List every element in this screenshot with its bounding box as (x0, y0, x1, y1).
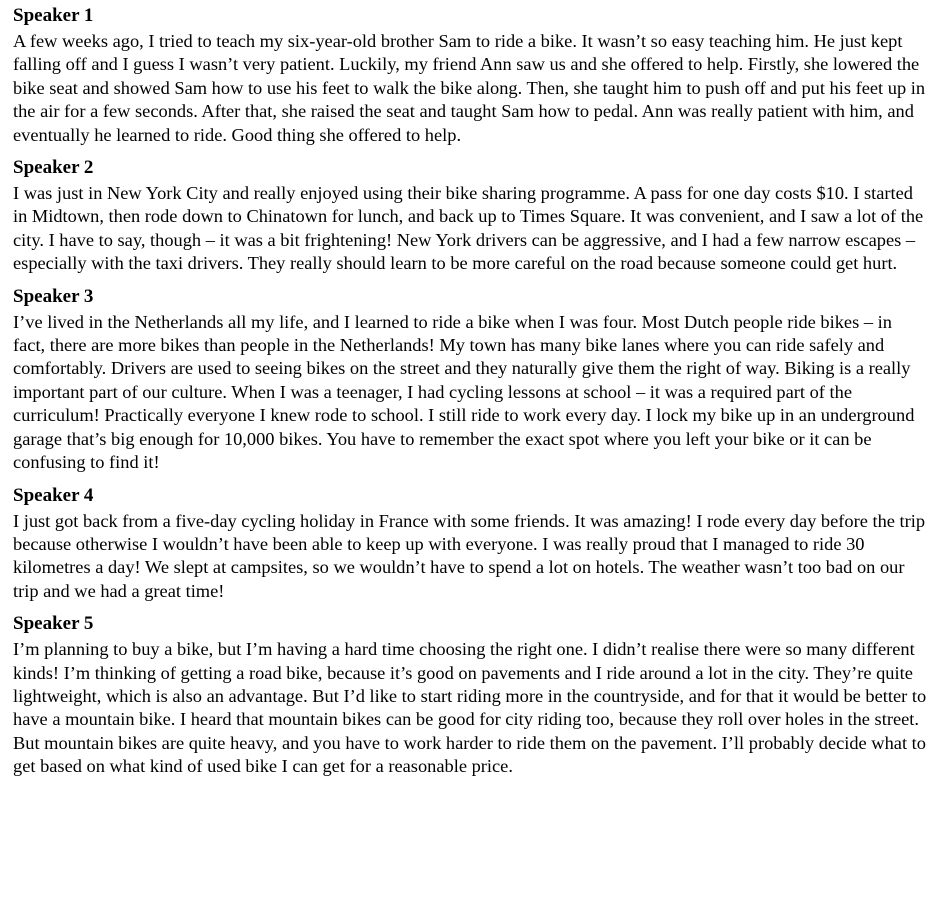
speaker-1-heading: Speaker 1 (13, 5, 94, 26)
speaker-4-heading: Speaker 4 (13, 484, 94, 506)
speaker-2-text: I was just in New York City and really enjoyed using their bike sharing programme. A pass for one day costs $10. I started in Midtown, then rode down to Chinatown for lunch, and back up to Times Square. It was convenient, and I saw a lot of the city. I have to say, though – it was a bit frightening! New York drivers can be aggressive, and I had a few narrow escapes – especially with the taxi drivers. They really should learn to be more careful on the road because someone could get hurt. (13, 183, 924, 274)
speaker-5-section (13, 612, 928, 778)
speaker-4-text: I just got back from a five-day cycling holiday in France with some friends. It was amazing! I rode every day before the trip because otherwise I wouldn’t have been able to keep up with everyone. I was really proud that I managed to ride 30 kilometres a day! We slept at campsites, so we wouldn’t have to spend a lot on hotels. The weather wasn’t too bad on our trip and we had a great time! (13, 510, 926, 601)
speaker-1-section (13, 4, 928, 147)
speaker-2-section (13, 156, 928, 276)
speaker-2-heading: Speaker 2 (13, 157, 94, 179)
speaker-5-text: I’m planning to buy a bike, but I’m having a hard time choosing the right one. I didn’t realise there were so many different kinds! I’m thinking of getting a road bike, because it’s good on pavements and I ride around a lot in the city. They’re quite lightweight, which is also an advantage. But I’d like to start riding more in the countryside, and for that it would be better to have a mountain bike. I heard that mountain bikes can be good for city riding too, because they roll over holes in the street. But mountain bikes are quite heavy, and you have to work harder to ride them on the pavement. I’ll probably decide what to get based on what kind of used bike I can get for a reasonable price. (13, 639, 927, 777)
speaker-1-text: A few weeks ago, I tried to teach my six-year-old brother Sam to ride a bike. It wasn’t so easy teaching him. He just kept falling off and I guess I wasn’t very patient. Luckily, my friend Ann saw us and she offered to help. Firstly, she lowered the bike seat and showed Sam how to use his feet to walk the bike along. Then, she taught him to push off and put his feet up in the air for a few seconds. After that, she raised the seat and taught Sam how to pedal. Ann was really patient with him, and eventually he learned to ride. Good thing she offered to help. (13, 31, 926, 145)
speaker-5-heading: Speaker 5 (13, 613, 94, 635)
speaker-3-text: I’ve lived in the Netherlands all my life, and I learned to ride a bike when I was four. Most Dutch people ride bikes – in fact, there are more bikes than people in the Netherlands! My town has many bike lanes where you can ride safely and comfortably. Drivers are used to seeing bikes on the street and they naturally give them the right of way. Biking is a really important part of our culture. When I was a teenager, I had cycling lessons at school – it was a required part of the curriculum! Practically everyone I knew rode to school. I still ride to work every day. I lock my bike up in an underground garage that’s big enough for 10,000 bikes. You have to remember the exact spot where you left your bike or it can be confusing to find it! (13, 311, 915, 473)
speaker-3-section (13, 285, 928, 475)
speaker-4-section (13, 484, 928, 604)
speaker-3-heading: Speaker 3 (13, 285, 94, 307)
